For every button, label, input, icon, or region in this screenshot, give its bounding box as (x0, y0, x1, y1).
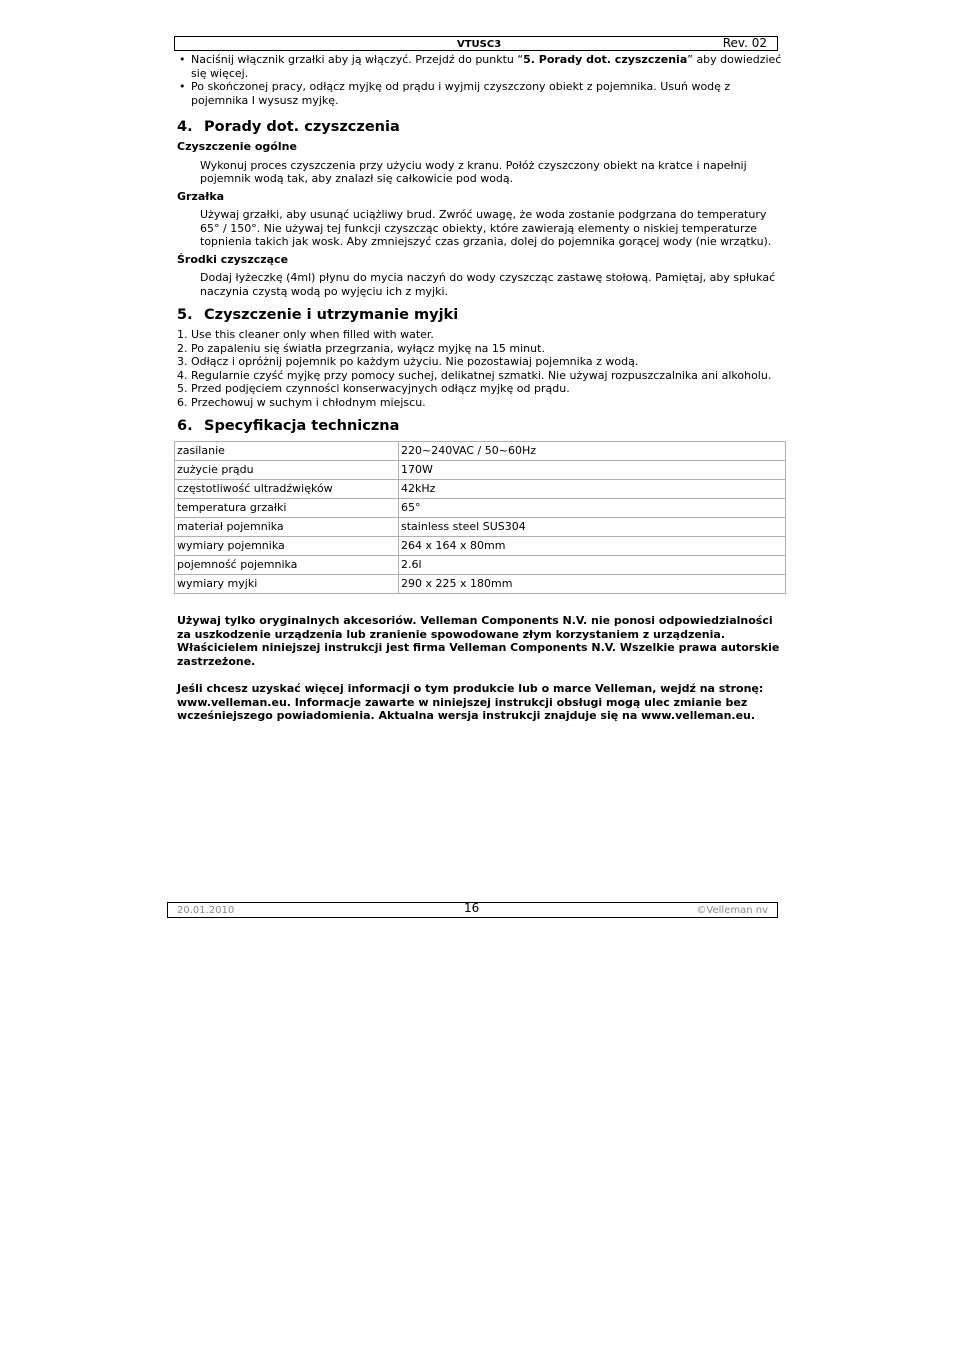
spec-value: 290 x 225 x 180mm (399, 575, 786, 594)
spec-table (174, 441, 786, 594)
spec-key: temperatura grzałki (175, 499, 399, 518)
subsection-heading: Czyszczenie ogólne (177, 140, 297, 153)
spec-value: 264 x 164 x 80mm (399, 537, 786, 556)
footer-copyright: ©Velleman nv (696, 905, 768, 916)
page-content (177, 53, 782, 723)
list-item: 3. Odłącz i opróżnij pojemnik po każdym użyciu. Nie pozostawiaj pojemnika z wodą. (177, 355, 639, 368)
legal-notice: Używaj tylko oryginalnych akcesoriów. Velleman Components N.V. nie ponosi odpowiedzialności za uszkodzenie urządzenia lub zranienie spowodowane złym korzystaniem z urządzenia. Właścicielem niniejszej instrukcji jest firma Velleman Components N.V. Wszelkie prawa autorskie zastrzeżone. (177, 614, 780, 668)
spec-value: 2.6l (399, 556, 786, 575)
intro-bullet-list (177, 53, 782, 107)
list-item: 6. Przechowuj w suchym i chłodnym miejscu. (177, 395, 426, 409)
subsection-heading: Środki czyszczące (177, 252, 289, 266)
spec-value: 220~240VAC / 50~60Hz (399, 442, 786, 461)
table-row (175, 499, 786, 518)
list-item: • Po skończonej pracy, odłącz myjkę od prądu i wyjmij czyszczony obiekt z pojemnika. Usuń wodę z pojemnika I wysusz myjkę. (177, 80, 782, 107)
info-notice: Jeśli chcesz uzyskać więcej informacji o tym produkcie lub o marce Velleman, wejdź na stronę: www.velleman.eu. Informacje zawarte w niniejszej instrukcji obsługi mogą ulec zmianie bez wcześniejszego powiadomienia. Aktualna wersja instrukcji znajduje się na www.velleman.eu. (177, 682, 764, 722)
spec-key: wymiary pojemnika (175, 537, 399, 556)
spec-key: częstotliwość ultradźwięków (175, 480, 399, 499)
section-heading: 6. Specyfikacja techniczna (177, 418, 400, 434)
list-item: • Naciśnij włącznik grzałki aby ją włączyć. Przejdź do punktu “5. Porady dot. czyszczenia” aby dowiedzieć się więcej. (177, 53, 782, 80)
spec-key: zasilanie (175, 442, 399, 461)
table-row (175, 461, 786, 480)
list-item: 5. Przed podjęciem czynności konserwacyjnych odłącz myjkę od prądu. (177, 382, 570, 395)
revision-label: Rev. 02 (722, 36, 767, 50)
page-header (174, 36, 778, 51)
spec-value: stainless steel SUS304 (399, 518, 786, 537)
spec-value: 42kHz (399, 480, 786, 499)
paragraph: Dodaj łyżeczkę (4ml) płynu do mycia naczyń do wody czyszcząc zastawę stołową. Pamiętaj, aby spłukać naczynia czystą wodą po wyjęciu ich z myjki. (200, 271, 776, 298)
section-heading: 5. Czyszczenie i utrzymanie myjki (177, 307, 459, 323)
spec-key: wymiary myjki (175, 575, 399, 594)
table-row (175, 442, 786, 461)
footer-date: 20.01.2010 (177, 905, 235, 916)
spec-value: 170W (399, 461, 786, 480)
spec-key: materiał pojemnika (175, 518, 399, 537)
spec-value: 65° (399, 499, 786, 518)
paragraph: Używaj grzałki, aby usunąć uciążliwy brud. Zwróć uwagę, że woda zostanie podgrzana do temperatury 65° / 150°. Nie używaj tej funkcji czyszcząc obiekty, które zawierają elementy o niskiej temperaturze topnienia takich jak wosk. Aby zmniejszyć czas grzania, dolej do pojemnika gorącej wody (nie wrzątku). (200, 208, 772, 248)
list-item: 1. Use this cleaner only when filled with water. (177, 328, 434, 341)
table-row (175, 575, 786, 594)
spec-key: pojemność pojemnika (175, 556, 399, 575)
list-item: 2. Po zapaleniu się światła przegrzania, wyłącz myjkę na 15 minut. (177, 341, 545, 355)
table-row (175, 518, 786, 537)
table-row (175, 556, 786, 575)
page-number: 16 (464, 901, 480, 915)
maintenance-list (177, 328, 782, 409)
section-heading: 4. Porady dot. czyszczenia (177, 119, 400, 135)
document-code: VTUSC3 (457, 39, 502, 50)
page-footer (167, 902, 778, 918)
table-row (175, 480, 786, 499)
spec-key: zużycie prądu (175, 461, 399, 480)
list-item: 4. Regularnie czyść myjkę przy pomocy suchej, delikatnej szmatki. Nie używaj rozpuszczalnika ani alkoholu. (177, 368, 772, 382)
paragraph: Wykonuj proces czyszczenia przy użyciu wody z kranu. Połóż czyszczony obiekt na kratce i napełnij pojemnik wodą tak, aby znalazł się całkowicie pod wodą. (200, 158, 747, 185)
subsection-heading: Grzałka (177, 189, 225, 203)
table-row (175, 537, 786, 556)
